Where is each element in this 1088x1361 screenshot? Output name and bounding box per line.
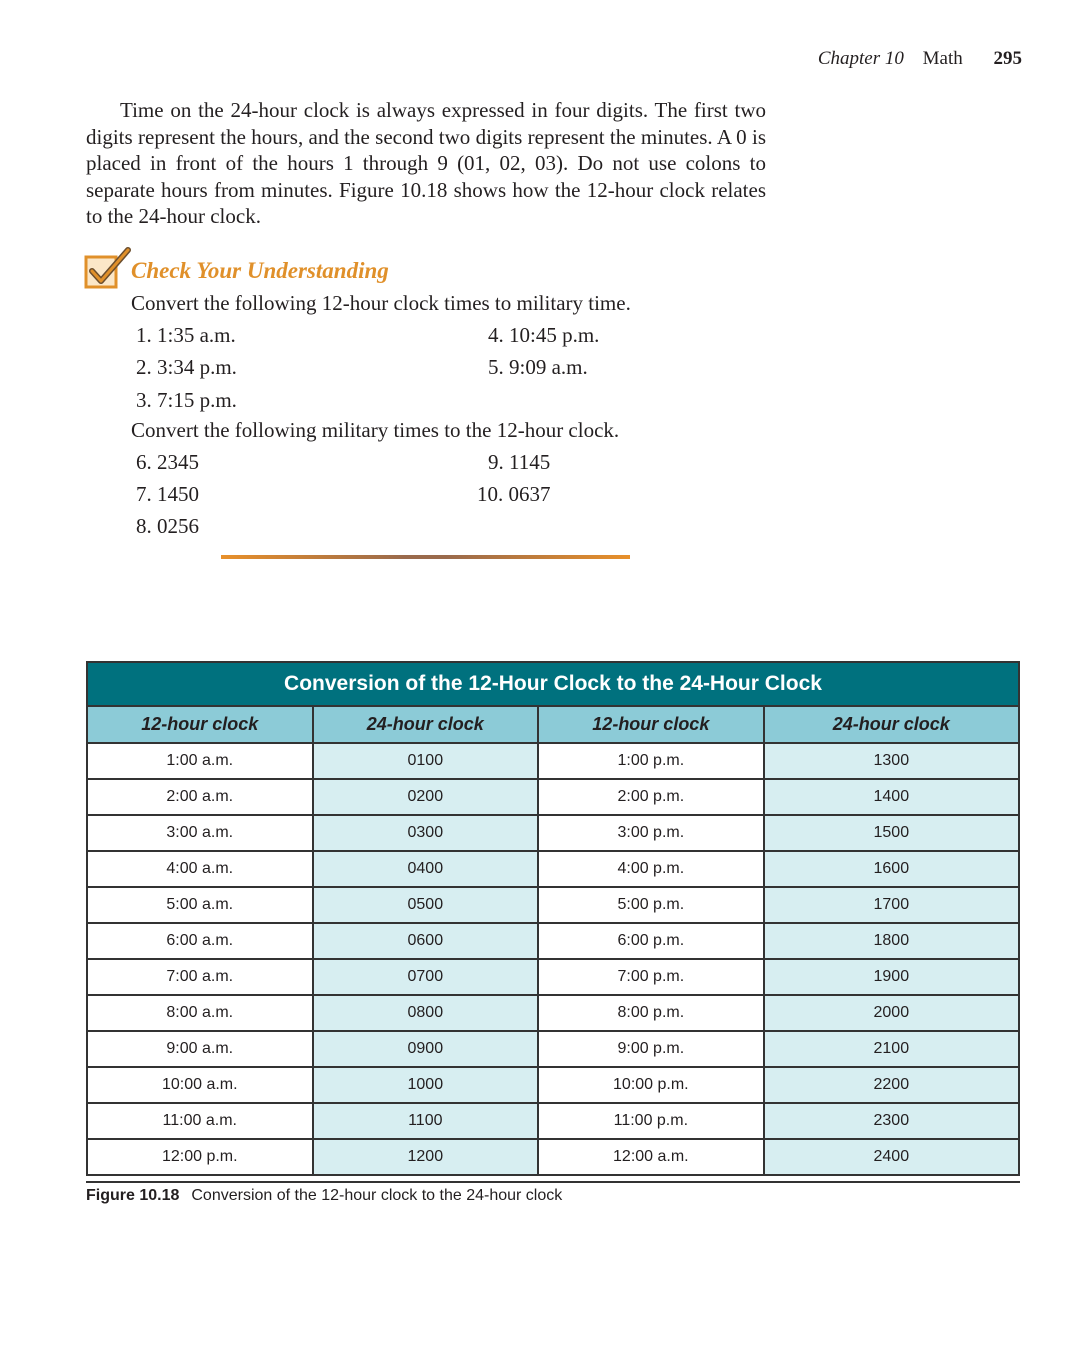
- column-header: 12-hour clock: [87, 706, 313, 743]
- question-item: [136, 323, 236, 348]
- figure-rule: [86, 1181, 1020, 1183]
- table-cell: 8:00 a.m.: [87, 995, 313, 1031]
- table-cell: 0300: [313, 815, 539, 851]
- question-item: [488, 355, 588, 380]
- question-item: [136, 450, 199, 475]
- table-cell: 9:00 p.m.: [538, 1031, 764, 1067]
- question-text: 9:09 a.m.: [509, 355, 588, 379]
- table-cell: 1500: [764, 815, 1019, 851]
- table-cell: 0800: [313, 995, 539, 1031]
- question-number: 9.: [488, 450, 504, 474]
- question-number: 8.: [136, 514, 152, 538]
- table-cell: 11:00 p.m.: [538, 1103, 764, 1139]
- subject-label: Math: [922, 48, 963, 69]
- table-cell: 2400: [764, 1139, 1019, 1175]
- table-cell: 10:00 p.m.: [538, 1067, 764, 1103]
- table-cell: 10:00 a.m.: [87, 1067, 313, 1103]
- question-number: 10.: [477, 482, 504, 506]
- table-row: [87, 1031, 1019, 1067]
- table-cell: 5:00 a.m.: [87, 887, 313, 923]
- table-cell: 1700: [764, 887, 1019, 923]
- table-row: [87, 815, 1019, 851]
- question-text: 7:15 p.m.: [157, 388, 237, 412]
- column-header: 24-hour clock: [313, 706, 539, 743]
- question-item: [136, 482, 199, 507]
- table-cell: 6:00 p.m.: [538, 923, 764, 959]
- table-cell: 2300: [764, 1103, 1019, 1139]
- table-cell: 2000: [764, 995, 1019, 1031]
- table-cell: 0900: [313, 1031, 539, 1067]
- table-cell: 2100: [764, 1031, 1019, 1067]
- table-cell: 1600: [764, 851, 1019, 887]
- table-cell: 0600: [313, 923, 539, 959]
- question-number: 1.: [136, 323, 152, 347]
- table-cell: 8:00 p.m.: [538, 995, 764, 1031]
- table-cell: 2:00 a.m.: [87, 779, 313, 815]
- question-item: [136, 388, 237, 413]
- column-header: 24-hour clock: [764, 706, 1019, 743]
- table-row: [87, 743, 1019, 779]
- table-cell: 1:00 a.m.: [87, 743, 313, 779]
- figure-caption: [86, 1187, 562, 1205]
- table-title: Conversion of the 12-Hour Clock to the 24-Hour Clock: [87, 662, 1019, 706]
- question-number: 7.: [136, 482, 152, 506]
- table-cell: 12:00 p.m.: [87, 1139, 313, 1175]
- table-cell: 1200: [313, 1139, 539, 1175]
- column-header: 12-hour clock: [538, 706, 764, 743]
- question-number: 2.: [136, 355, 152, 379]
- table-cell: 1100: [313, 1103, 539, 1139]
- question-text: 1450: [157, 482, 199, 506]
- table-cell: 2200: [764, 1067, 1019, 1103]
- table-cell: 9:00 a.m.: [87, 1031, 313, 1067]
- question-number: 5.: [488, 355, 504, 379]
- table-row: [87, 923, 1019, 959]
- question-text: 1145: [509, 450, 551, 474]
- question-text: 10:45 p.m.: [509, 323, 600, 347]
- question-number: 3.: [136, 388, 152, 412]
- table-cell: 7:00 p.m.: [538, 959, 764, 995]
- table-row: [87, 959, 1019, 995]
- question-text: 2345: [157, 450, 199, 474]
- intro-paragraph: Time on the 24-hour clock is always expressed in four digits. The first two digits represent the hours, and the second two digits represent the minutes. A 0 is placed in front of the hours 1 through 9 (01, 02, 03). Do not use colons to separate hours from minutes. Figure 10.18 shows how the 12-hour clock relates to the 24-hour clock.: [86, 98, 766, 228]
- table-cell: 0400: [313, 851, 539, 887]
- table-cell: 1400: [764, 779, 1019, 815]
- table-cell: 11:00 a.m.: [87, 1103, 313, 1139]
- table-cell: 4:00 p.m.: [538, 851, 764, 887]
- table-cell: 0100: [313, 743, 539, 779]
- question-item: [136, 355, 237, 380]
- chapter-label: Chapter 10: [817, 48, 904, 69]
- question-text: 0256: [157, 514, 199, 538]
- table-cell: 1:00 p.m.: [538, 743, 764, 779]
- page-number: 295: [993, 48, 1022, 69]
- table-cell: 1300: [764, 743, 1019, 779]
- table-cell: 1800: [764, 923, 1019, 959]
- table-cell: 2:00 p.m.: [538, 779, 764, 815]
- question-item: [488, 323, 599, 348]
- table-row: [87, 887, 1019, 923]
- table-row: [87, 1139, 1019, 1175]
- table-cell: 1000: [313, 1067, 539, 1103]
- table-cell: 1900: [764, 959, 1019, 995]
- table-cell: 0500: [313, 887, 539, 923]
- figure-caption-text: Conversion of the 12-hour clock to the 24-hour clock: [191, 1187, 563, 1204]
- table-cell: 0700: [313, 959, 539, 995]
- question-item: [136, 514, 199, 539]
- table-cell: 0200: [313, 779, 539, 815]
- question-text: 0637: [508, 482, 551, 506]
- question-number: 4.: [488, 323, 504, 347]
- table-row: [87, 851, 1019, 887]
- table-cell: 12:00 a.m.: [538, 1139, 764, 1175]
- section-divider: [221, 555, 630, 559]
- check-your-understanding-title: Check Your Understanding: [131, 258, 389, 283]
- table-body: [87, 743, 1019, 1175]
- figure-label: Figure 10.18: [86, 1187, 180, 1204]
- question-text: 3:34 p.m.: [157, 355, 237, 379]
- question-item: [477, 482, 551, 507]
- table-cell: 6:00 a.m.: [87, 923, 313, 959]
- prompt-24-to-12: Convert the following military times to the 12-hour clock.: [131, 418, 620, 442]
- running-header: [818, 48, 1022, 70]
- prompt-12-to-24: Convert the following 12-hour clock times to military time.: [131, 291, 631, 315]
- table-row: [87, 1067, 1019, 1103]
- table-row: [87, 995, 1019, 1031]
- table-row: [87, 779, 1019, 815]
- conversion-table: [86, 661, 1020, 1176]
- table-cell: 3:00 a.m.: [87, 815, 313, 851]
- table-cell: 7:00 a.m.: [87, 959, 313, 995]
- table-cell: 4:00 a.m.: [87, 851, 313, 887]
- table-cell: 5:00 p.m.: [538, 887, 764, 923]
- question-item: [488, 450, 550, 475]
- question-text: 1:35 a.m.: [157, 323, 236, 347]
- table-row: [87, 1103, 1019, 1139]
- checkbox-check-icon: [84, 247, 132, 291]
- question-number: 6.: [136, 450, 152, 474]
- table-cell: 3:00 p.m.: [538, 815, 764, 851]
